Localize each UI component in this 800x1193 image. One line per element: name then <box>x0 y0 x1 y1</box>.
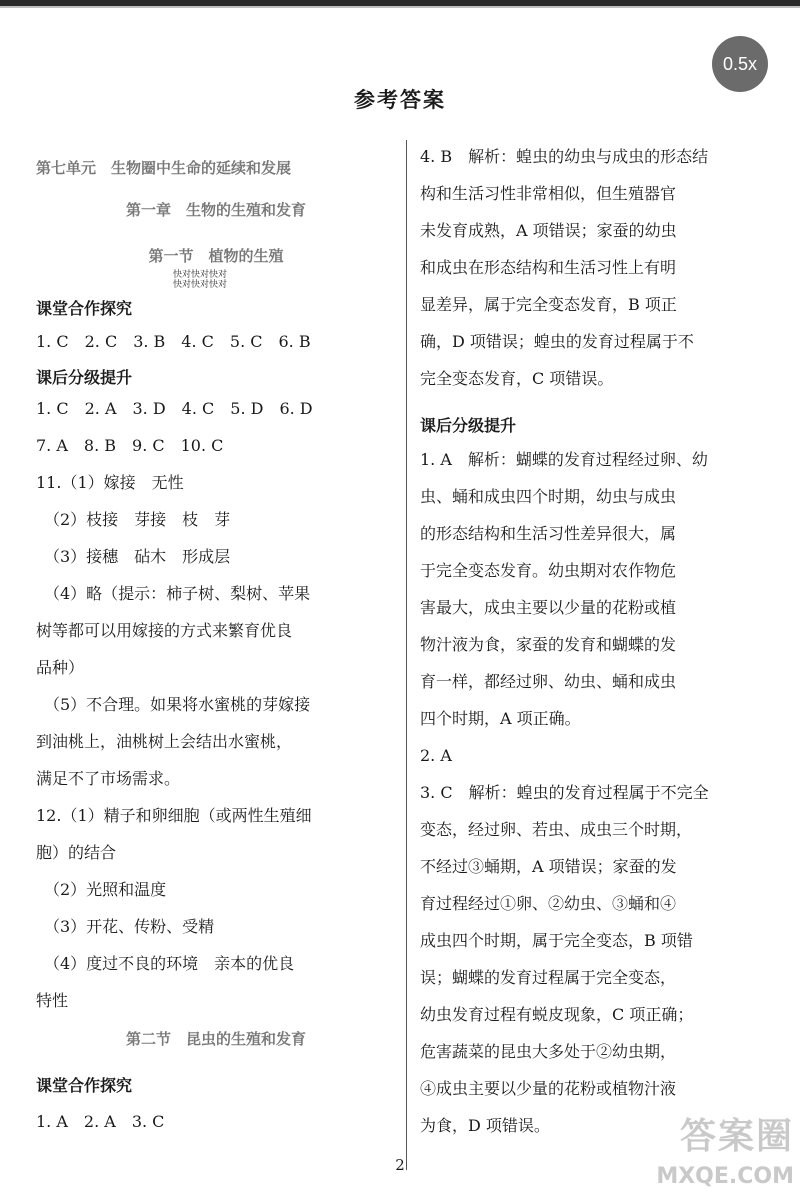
answer-line: （4）度过不良的环境 亲本的优良 <box>36 954 295 973</box>
section-heading: 第一节 植物的生殖 <box>148 247 284 265</box>
chapter-heading: 第一章 生物的生殖和发育 <box>125 201 306 219</box>
answer-line: 虫、蛹和成虫四个时期，幼虫与成虫 <box>420 487 677 506</box>
answer-line: 树等都可以用嫁接的方式来繁育优良 <box>36 621 293 640</box>
answer-line: 品种） <box>36 658 85 677</box>
answer-line: （2）光照和温度 <box>36 880 167 899</box>
answer-line: （3）接穗 砧木 形成层 <box>36 547 231 566</box>
stamp-line: 快对快对快对 <box>173 270 228 280</box>
answer-explanation-4 <box>420 146 790 405</box>
answer-line: 误；蝴蝶的发育过程属于完全变态， <box>420 968 677 987</box>
answer-line: 到油桃上，油桃树上会结出水蜜桃， <box>36 732 293 751</box>
answer-line: 1. C 2. C 3. B 4. C 5. C 6. B <box>36 332 311 351</box>
block-heading-classroom: 课堂合作探究 <box>36 299 133 318</box>
answer-line: 育过程经过①卵、②幼虫、③蛹和④ <box>420 894 677 913</box>
watermark <box>640 1108 800 1193</box>
section2-heading: 第二节 昆虫的生殖和发育 <box>125 1030 306 1048</box>
answer-line: 危害蔬菜的昆虫大多处于②幼虫期， <box>420 1042 677 1061</box>
answer-line: 1. C 2. A 3. D 4. C 5. D 6. D <box>36 399 313 418</box>
watermark-logo: 答案圈 <box>679 1116 794 1157</box>
stamp-line: 快对快对快对 <box>173 280 228 290</box>
block-heading-after-class-right: 课后分级提升 <box>420 416 517 435</box>
zoom-level-badge[interactable]: 0.5x <box>712 36 768 92</box>
answer-line: （4）略（提示：柿子树、梨树、苹果 <box>36 584 311 603</box>
answer-line: （5）不合理。如果将水蜜桃的芽嫁接 <box>36 695 311 714</box>
column-divider <box>406 140 407 1170</box>
answer-line: 4. B 解析：蝗虫的幼虫与成虫的形态结 <box>420 147 709 166</box>
watermark-url: MXQE.COM <box>656 1164 794 1189</box>
answer-line: 未发育成熟，A 项错误；家蚕的幼虫 <box>420 221 677 240</box>
answer-line: 胞）的结合 <box>36 843 117 862</box>
answer-line: 3. C 解析：蝗虫的发育过程属于不完全 <box>420 783 709 802</box>
answer-line: 7. A 8. B 9. C 10. C <box>36 436 224 455</box>
answer-line: （2）枝接 芽接 枝 芽 <box>36 510 231 529</box>
answer-line: 变态，经过卵、若虫、成虫三个时期， <box>420 820 693 839</box>
answer-list <box>36 398 396 1027</box>
page-top-edge-shadow <box>0 6 800 8</box>
answer-line: 1. A 2. A 3. C <box>36 1112 165 1131</box>
answer-line: 11.（1）嫁接 无性 <box>36 473 184 492</box>
answer-line: 完全变态发育，C 项错误。 <box>420 369 614 388</box>
answer-line: 显差异，属于完全变态发育，B 项正 <box>420 295 677 314</box>
answer-line: 为食，D 项错误。 <box>420 1116 550 1135</box>
answer-line: 物汁液为食，家蚕的发育和蝴蝶的发 <box>420 635 677 654</box>
answer-line: ④成虫主要以少量的花粉或植物汁液 <box>420 1079 677 1098</box>
page-number: 2 <box>395 1156 405 1174</box>
page-title: 参考答案 <box>354 88 446 112</box>
answer-line: 四个时期，A 项正确。 <box>420 709 581 728</box>
unit-heading: 第七单元 生物圈中生命的延续和发展 <box>36 159 292 177</box>
answer-line: 构和生活习性非常相似，但生殖器官 <box>420 184 677 203</box>
left-column <box>36 140 396 1132</box>
answer-line: 和成虫在形态结构和生活习性上有明 <box>420 258 677 277</box>
answer-line: 特性 <box>36 991 69 1010</box>
answer-list-right <box>420 449 790 1152</box>
answer-line: 确，D 项错误；蝗虫的发育过程属于不 <box>420 332 694 351</box>
block-heading-after-class: 课后分级提升 <box>36 368 133 387</box>
answer-line: 12.（1）精子和卵细胞（或两性生殖细 <box>36 806 312 825</box>
answer-line: （3）开花、传粉、受精 <box>36 917 215 936</box>
stamp <box>173 270 396 290</box>
answer-line: 幼虫发育过程有蜕皮现象，C 项正确； <box>420 1005 694 1024</box>
answer-line: 2. A <box>420 746 452 765</box>
answer-line: 于完全变态发育。幼虫期对农作物危 <box>420 561 677 580</box>
answer-line: 1. A 解析：蝴蝶的发育过程经过卵、幼 <box>420 450 708 469</box>
answer-line: 满足不了市场需求。 <box>36 769 181 788</box>
answer-line: 的形态结构和生活习性差异很大，属 <box>420 524 677 543</box>
answer-line: 害最大，成虫主要以少量的花粉或植 <box>420 598 677 617</box>
answer-line: 不经过③蛹期，A 项错误；家蚕的发 <box>420 857 677 876</box>
answer-line: 育一样，都经过卵、幼虫、蛹和成虫 <box>420 672 677 691</box>
block-heading-classroom-2: 课堂合作探究 <box>36 1076 133 1095</box>
answer-line: 成虫四个时期，属于完全变态，B 项错 <box>420 931 693 950</box>
right-column <box>420 140 790 1152</box>
